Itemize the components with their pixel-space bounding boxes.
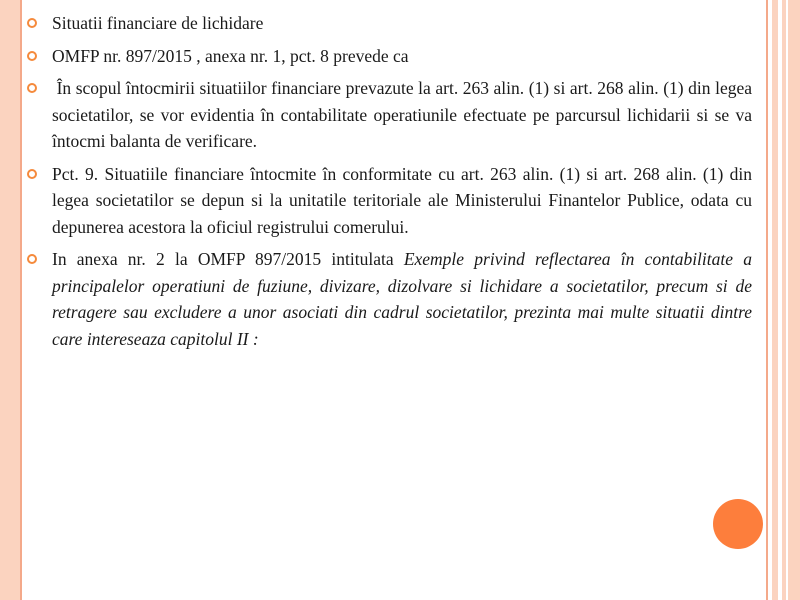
bullet-text: OMFP nr. 897/2015 , anexa nr. 1, pct. 8 prevede ca: [52, 45, 409, 66]
right-frame-stripe: [778, 0, 782, 600]
left-frame-band: [0, 0, 20, 600]
bullet-text-prefix: In anexa nr. 2 la OMFP 897/2015 intitulata: [52, 249, 404, 269]
circle-bullet-icon: [27, 169, 37, 179]
circle-bullet-icon: [27, 18, 37, 28]
right-frame-line-inner: [766, 0, 768, 600]
bullet-text: În scopul întocmirii situatiilor financiare prevazute la art. 263 alin. (1) si art. 268 alin. (1) din legea societatilor, se vor evidentia în contabilitate operatiunile efectuate pe parcursul lichidarii si se va întocmi balanta de verificare.: [52, 78, 757, 151]
slide-body: [24, 10, 757, 358]
bullet-item-pct9: [24, 161, 752, 241]
orange-circle-decoration: [713, 499, 763, 549]
circle-bullet-icon: [27, 83, 37, 93]
left-frame-line: [20, 0, 22, 600]
circle-bullet-icon: [27, 254, 37, 264]
circle-bullet-icon: [27, 51, 37, 61]
bullet-item-omfp: [24, 43, 752, 70]
bullet-item-title: [24, 10, 752, 37]
bullet-item-anexa2: [24, 246, 752, 352]
right-frame-stripe-outer: [786, 0, 788, 600]
bullet-text-italic: Exemple privind reflectarea în contabilitate a principalelor operatiuni de fuziune, divizare, dizolvare si lichidare a societatilor, precum si de retragere sau excludere a unor asociati din cadrul societatilor, prezinta mai multe situatii dintre care intereseaza capitolul II :: [52, 249, 752, 349]
bullet-text: Situatii financiare de lichidare: [52, 13, 264, 33]
bullet-item-pct8: [24, 75, 757, 155]
bullet-text: Pct. 9. Situatiile financiare întocmite în conformitate cu art. 263 alin. (1) si art. 268 alin. (1) din legea societatilor se depun si la unitatile teritoriale ale Ministerului Finantelor Publice, odata cu depunerea acestora la oficiul registrului comerului.: [52, 163, 752, 237]
